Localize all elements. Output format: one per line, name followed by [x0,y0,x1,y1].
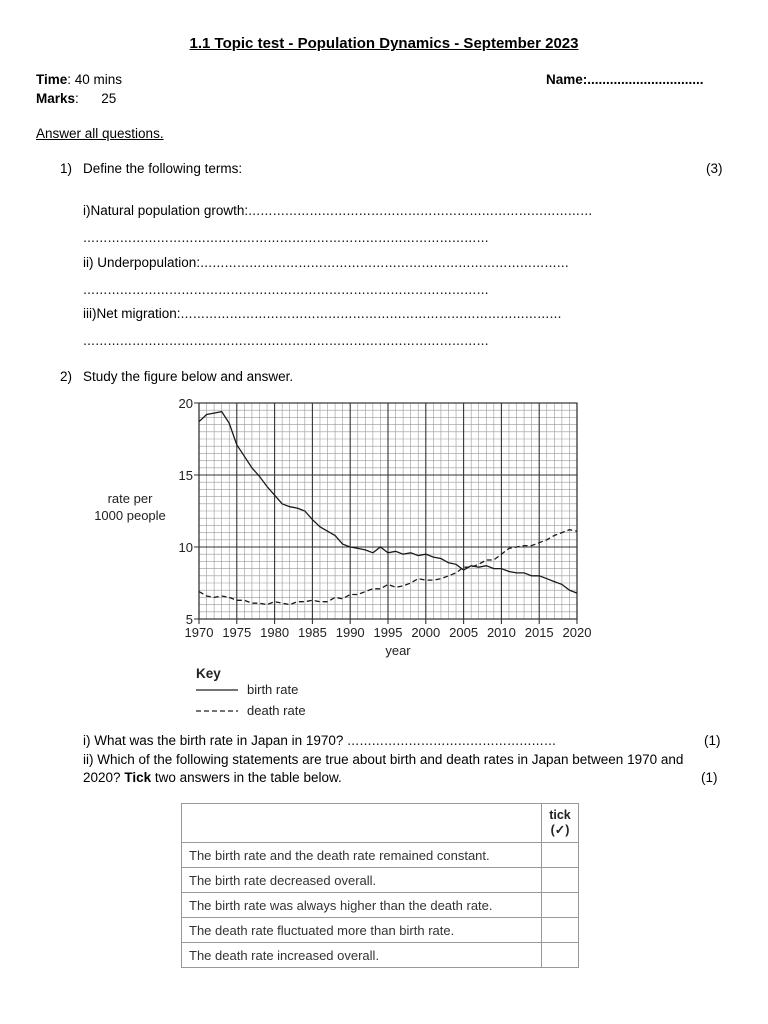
marks-line [36,91,116,106]
y-tick-label: 10 [178,540,193,555]
x-tick-label: 2005 [449,625,479,640]
q2-sub-ii-marks: (1) [701,770,718,785]
instructions: Answer all questions. [36,126,164,141]
q2-sub-ii-line1: ii) Which of the following statements are true about birth and death rates in Japan between 1970 and [83,752,684,767]
tick-header-cell [542,804,579,843]
q1-item-1[interactable] [83,203,593,218]
y-tick-label: 5 [185,612,193,627]
q2-sub-ii-rest: two answers in the table below. [154,770,342,785]
answer-dots[interactable]: ……………………………………………………………………………………… [83,334,489,348]
table-header-row [182,804,579,843]
x-tick-label: 1985 [297,625,327,640]
answer-dots[interactable]: ……………………………………………………………………………………… [83,283,489,297]
statement-header-cell [182,804,542,843]
marks-label: Marks [36,91,76,106]
q1-item-2-label: ii) Underpopulation: [83,255,201,270]
statement-cell: The death rate increased overall. [182,943,542,968]
q1-marks: (3) [706,161,723,176]
table-row [182,868,579,893]
marks-value: : 25 [75,91,117,106]
x-tick-label: 2010 [486,625,516,640]
tick-cell[interactable] [542,918,579,943]
q1-item-2[interactable] [83,255,569,270]
tick-symbol: (✓) [550,823,570,837]
x-tick-label: 1970 [184,625,214,640]
key-death-rate: death rate [247,703,306,718]
q2-sub-ii-tick-word: Tick [124,770,152,785]
tick-cell[interactable] [542,893,579,918]
q2-sub-i-text: i) What was the birth rate in Japan in 1970? [83,733,344,748]
y-tick-label: 15 [178,468,193,483]
q1-prompt: Define the following terms: [83,161,243,176]
tick-cell[interactable] [542,943,579,968]
x-tick-label: 1995 [373,625,403,640]
x-tick-label: 2020 [562,625,592,640]
table-row [182,918,579,943]
name-field[interactable] [546,72,704,87]
q2-sub-i-marks: (1) [704,733,721,748]
q2-prompt: Study the figure below and answer. [83,369,294,384]
y-tick-label: 20 [178,396,193,411]
y-axis-label-line2: 1000 people [94,508,166,523]
answer-dots: ……………………………………………………………………………… [200,256,570,270]
statement-cell: The birth rate and the death rate remained constant. [182,843,542,868]
statement-cell: The birth rate was always higher than the death rate. [182,893,542,918]
q2-sub-ii-year: 2020? [83,770,121,785]
q1-item-3[interactable] [83,306,562,321]
key-title: Key [196,666,221,681]
answer-dots: ………………………………………………………………………………… [180,307,562,321]
page-title: 1.1 Topic test - Population Dynamics - September 2023 [189,35,579,52]
name-dots: ............................... [587,72,704,87]
tick-cell[interactable] [542,843,579,868]
q2-number: 2) [60,369,73,384]
y-axis-label-line1: rate per [107,491,153,506]
table-row [182,943,579,968]
time-value: : 40 mins [67,72,123,87]
answer-dots: ………………………………………………………………………… [248,204,593,218]
x-tick-label: 1975 [222,625,252,640]
q1-item-3-label: iii)Net migration: [83,306,181,321]
table-row [182,893,579,918]
tick-header: tick [549,808,571,822]
statement-cell: The death rate fluctuated more than birth rate. [182,918,542,943]
x-tick-label: 1980 [260,625,290,640]
x-tick-label: 1990 [335,625,365,640]
key-birth-rate: birth rate [247,682,299,697]
tick-cell[interactable] [542,868,579,893]
x-axis-label: year [385,643,411,658]
time-label: Time [36,72,68,87]
q2-sub-i[interactable] [83,733,556,748]
table-row [182,843,579,868]
statement-cell: The birth rate decreased overall. [182,868,542,893]
q1-number: 1) [60,161,73,176]
answer-dots[interactable]: ……………………………………………………………………………………… [83,231,489,245]
statements-table [181,803,579,968]
name-label: Name: [546,72,588,87]
answer-dots: …………………………………………… [347,734,557,748]
q1-item-1-label: i)Natural population growth: [83,203,249,218]
q2-sub-ii-line2 [83,770,342,785]
population-chart [90,392,610,722]
time-line [36,72,122,87]
x-tick-label: 2000 [411,625,441,640]
x-tick-label: 2015 [524,625,554,640]
